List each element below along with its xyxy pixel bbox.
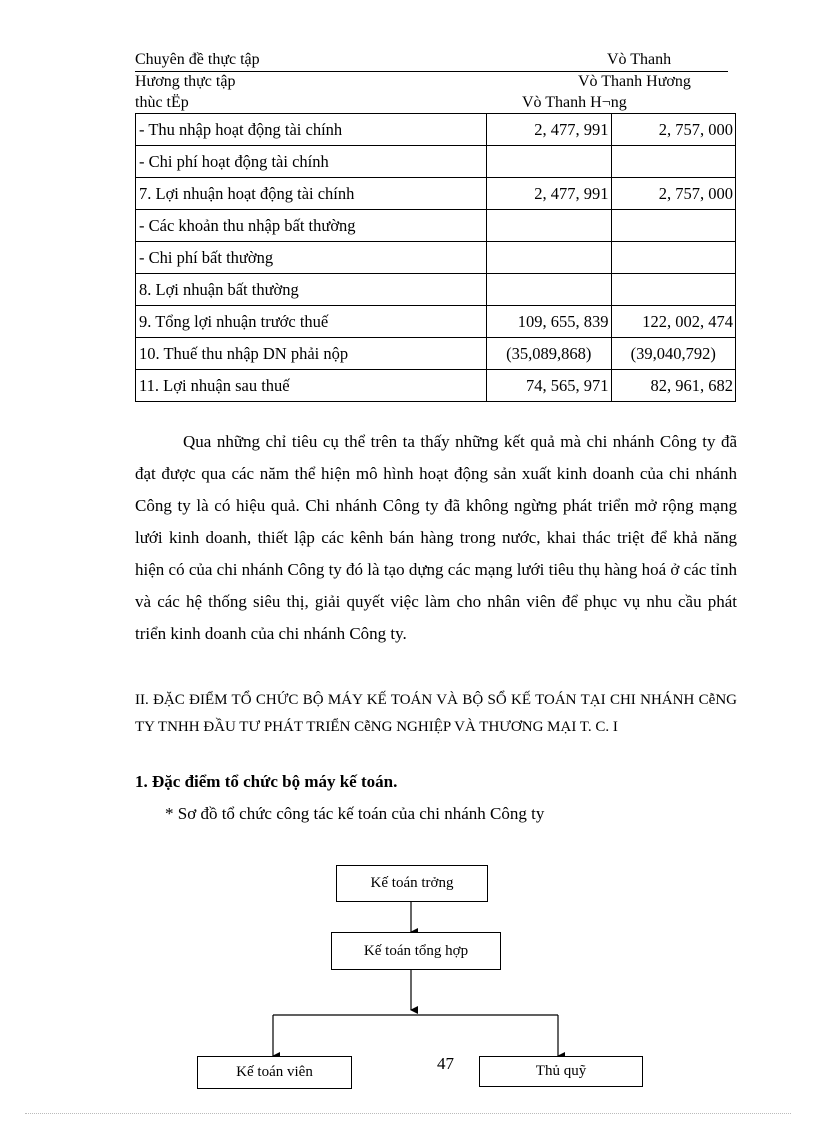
header-line2-left: Hương thực tập <box>135 73 236 90</box>
value-col1: 2, 477, 991 <box>487 178 612 210</box>
value-col2: 122, 002, 474 <box>611 306 736 338</box>
header-doc-title: Chuyên đề thực tập <box>135 51 260 68</box>
diagram-caption: * Sơ đồ tổ chức công tác kế toán của chi nhánh Công ty <box>165 804 545 823</box>
value-col2: 2, 757, 000 <box>611 178 736 210</box>
paragraph-text: Qua những chỉ tiêu cụ thể trên ta thấy những kết quả mà chi nhánh Công ty đã đạt được qua các năm thể hiện mô hình hoạt động sản xuất kinh doanh của chi nhánh Công ty là có hiệu quả. Chi nhánh Công ty đã không ngừng phát triển mở rộng mạng lưới kinh doanh, thiết lập các kênh bán hàng trong nước, khai thác triệt để khả năng hiện có của chi nhánh Công ty đó là tạo dựng các mạng lưới tiêu thụ hàng hoá ở các tỉnh và các hệ thống siêu thị, giải quyết việc làm cho nhân viên để phục vụ nhu cầu phát triển kinh doanh của chi nhánh Công ty. <box>135 432 737 643</box>
value-col1: 74, 565, 971 <box>487 370 612 402</box>
row-label: 9. Tổng lợi nhuận trước thuế <box>136 306 487 338</box>
row-label: 7. Lợi nhuận hoạt động tài chính <box>136 178 487 210</box>
box-general-accountant: Kế toán tổng hợp <box>331 932 501 970</box>
page-number: 47 <box>437 1054 454 1073</box>
row-label: - Chi phí bất thường <box>136 242 487 274</box>
box-chief-accountant: Kế toán trởng <box>336 865 488 902</box>
box-cashier: Thủ quỹ <box>479 1056 643 1087</box>
value-col1: 109, 655, 839 <box>487 306 612 338</box>
row-label: 8. Lợi nhuận bất thường <box>136 274 487 306</box>
value-col2: 82, 961, 682 <box>611 370 736 402</box>
box-staff-accountant: Kế toán viên <box>197 1056 352 1089</box>
value-col2: 2, 757, 000 <box>611 114 736 146</box>
section-heading: II. ĐẶC ĐIỂM TỔ CHỨC BỘ MÁY KẾ TOÁN VÀ BỘ SỔ KẾ TOÁN TẠI CHI NHÁNH CễNG TY TNHH ĐẦU TƯ PHÁT TRIỂN CễNG NGHIỆP VÀ THƯƠNG MẠI T. C. I <box>135 692 737 735</box>
value-col1: (35,089,868) <box>487 338 612 370</box>
row-label: - Các khoản thu nhập bất thường <box>136 210 487 242</box>
row-label: 11. Lợi nhuận sau thuế <box>136 370 487 402</box>
subheading: 1. Đặc điểm tổ chức bộ máy kế toán. <box>135 772 398 791</box>
page-bottom-divider <box>25 1113 791 1114</box>
row-label: - Chi phí hoạt động tài chính <box>136 146 487 178</box>
row-label: - Thu nhập hoạt động tài chính <box>136 114 487 146</box>
header-author: Vò Thanh <box>607 51 672 68</box>
value-col1: 2, 477, 991 <box>487 114 612 146</box>
header-line2-right: Vò Thanh Hương <box>578 73 691 90</box>
header-line3-right: Vò Thanh H¬ng <box>522 94 627 111</box>
header-line3-left: thùc tËp <box>135 94 189 111</box>
row-label: 10. Thuế thu nhập DN phải nộp <box>136 338 487 370</box>
value-col2: (39,040,792) <box>611 338 736 370</box>
